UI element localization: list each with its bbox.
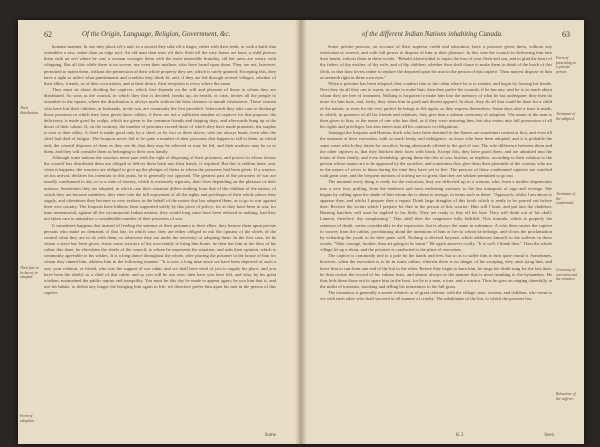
left-catchword: Some	[264, 433, 276, 438]
left-page	[18, 20, 296, 444]
left-running-title: Of the Origin, Language, Religion, Government, &c.	[82, 30, 231, 38]
left-page-header	[18, 30, 296, 40]
left-page-body	[44, 44, 276, 432]
left-page-number: 62	[44, 30, 52, 39]
paragraph: They must sit about dividing the captives, which first depends on the will and pleasure of those to whom they are distributed. So soon as the council, in which they first is decided, breaks up, an herald, or crier, invites all the people to assemble in the square, where the distribution is always made without the least clamour or tumult whatsoever. Those women who have lost their children, or husbands, in the war, are commonly the first provided. Afterwards they take care to discharge those promises in which they have given those collars; if there are not a sufficient number of captives for that purpose, the deficiency is made good by scalps, which are given to the common friends and tripping days, and afterwards hung up at the doors of their cabins. If, on the contrary, the number of prisoners exceed those of which they have made promises, the surplus is sent to their allies. A chief is made good only by a chief, or by two or three slaves, who are always burnt, even after the chief had died of fatigue. The Iroquois never fail to be quite a number of their prisoners that happen to fall to them, in which only the council disposes of them as they see fit; that they may be relieved or may be fed, and their mothers may be so to them, and they will consider them as belonging to their own family.	[44, 87, 276, 154]
paragraph: The captive is commonly tied to a pole by the hands and feet, but so as to suffer him to turn quite round it. Sometimes, however, when the execution is to be in some cabins, whereas there is no danger of his escaping, they omit tying him, and leave him to run from one end of the hut to the other. Before they begin to burn him, he sings his death song for the last time; he then recites the record of his valiant feats, and almost always in the manner that is most insulting to the bystanders. He thus bids them those not to spare him in the least, for he is a man, a true, and a warrior. Thus he goes on singing cheerfully in the midst of torments, mocking and telling his tormentors to the fall grass.	[320, 253, 552, 290]
left-margin-note: Their fate to be burnt, or adopted.	[20, 266, 39, 280]
right-margin-note: Treatment of the condemned.	[556, 192, 576, 206]
right-margin-note: Behaviour of the sufferer.	[556, 392, 576, 401]
right-running-title: of the different Indian Nations inhabiting Canada.	[362, 30, 503, 38]
paragraph: It sometimes happens that instead of feeding the stamina of their prisoners to their allies, they bestow them upon private persons who make no demands of that late, in which case, they are either obliged to ask the opinion of the chiefs of the council what they are to do with them, or otherwise they are under the necessity of adopting them. In the first case, let he whom a slave has been given, feasts some warriors of his own family to bring him home, he then has him in the door of his cabin; this done, he elucidates the chiefs of the council, to whom he represents his situation, and asks their opinion, which is commonly agreeable to his wishes. It is a long dance throughout the whole, after placing the prisoner in the house of him for whom they intend him, address him in the following manner: "It is now a long time since we have been deprived of such a one, your relation, or friend, who was the support of our cabin, and we shall have need of you to supply his place; and you have been the shield, as a chief of that cabin, and so you will be our own: then have you have left, and who, by his great wisdom, maintained the public repose and tranquility. You must be this day be made to appear again; be you him that is, and use his habits, to defeat any longer the bringing him again to life; we therefore prefer him upon his mat in the person of this captive.	[44, 222, 276, 296]
open-book	[18, 20, 584, 444]
right-page-header	[306, 30, 584, 40]
right-catchword: been	[544, 433, 554, 438]
paragraph: When a prisoner has been adopted, they conduct him to the cabin where he is to remain, and begin by loosing his bonds. Next they do all they can to warm, in order to make him; then they prefer his wounds, if he has any; and he is so much about whom they are free of treatment. Nothing is forgotten to make him lose the memory of what he has undergone; they then do more for him bore, and, lastly, they clean him in good and decent apparel. In short, they do all that could be done for a child of the nation, or even for the very prefect he brings to life again, as they express themselves. Some days after a feast is made, in which, in presence of all his friends and relations, they give him a solemn ceremony of adoption. The name of the man is then given to him, or the name of one who has died, as if they were restoring him, but also enters into full possession of all his rights and privileges, but also enters into all his contracts or obligations.	[320, 80, 552, 130]
signature-mark: K 2	[456, 433, 464, 438]
right-page-body	[320, 44, 552, 432]
paragraph: Some private persons, on account of their superior credit and education, have a prisoner given them, without any restriction or reserve, and with full power to dispose of him at their pleasure. In this case the council in delivering him into their hands, exhorts them in these words: "Behold wherewithal to repair the loss of your flesh and son, and to glad the heart of thy father, of thy mother, of thy wife, and of thy children, whether thou shalt chuse to make them to drink of the broth of this flesh, or that thou lovest rather to replace the departed upon his mat in the person of this captive. Thou mayest dispose of him as seemeth right in thine own eyes."	[320, 44, 552, 80]
right-margin-note: Treatment of the adopted.	[556, 112, 576, 121]
right-page-number: 63	[562, 30, 570, 39]
paragraph: Although some nations the warriors never part with the right of disposing of their prisoners, and protect in whose favour the council has distributed them are obliged to deliver them back into their hands, if required. But this is seldom done, and, when it happens, the warriors are obliged to give up the pledges of theirs to whom the prisoners had been given. If a warrior, on his arrival, declares his intention in this point, he is generally not opposed. The greatest part of the prisoners of war are usually condemned to die, or to a state of slavery, which is extremely rigorous, their lives depending on the pleasure of their masters. Sometimes they are adopted, in which case their situation differs nothing from that of the children of the nation, of which they are become members; they enter into the full enjoyment of all the rights and privileges of their whole places they supply, and oftentimes they become so very zealous in the behalf of the nation that has adopted them, as to go to war against their own country. The Iroquois have hitherto been supported solely by this piece of policy; for as they have been in war, for time immemorial, against all the circumjacent Indian nations, they would long since have been reduced to nothing, had they not taken care to naturalize a considerable number of their prisoners of war.	[44, 154, 276, 222]
right-margin-note: Form of presenting to a private person.	[556, 56, 576, 74]
paragraph: humane manner. In one they pluck off a nail; in a second they take off a finger, either with their teeth, or with a knife that resembles a saw, rather than an edge tool. An old man then tears off their flesh till the very bones are bare; a child pierces them with an awl where he can; a woman scourges them with the most insensible brutality, till her arms are weary with whipping. But all this while there is no severe, nor even their mothers, who have heard upon them. They are not, however, permitted to maim them, without the permission of their whole property they are, which is rarely granted. Excepting this, they have a right to inflict what punishments and cruelties they think fit, and, if they are led through several villages, whether of their allies, friends, or of their own nation, and at their desire, their reception is every where the same.	[44, 44, 276, 86]
paragraph: Amongst the Iroquois and Hurons, thick who have been destined to the flames are sometimes treated at first, and even till the moment of their execution, with so much lenity and indulgence, as those who have been adopted; and it is probable the same cases which they fatten for sacrifice, being afterwards offered to the god of war. The sole difference between them and the other captives is, that they blacken their faces with black. Except this, they have good cheer, and are admitted into the feasts of their family, and even friendship, giving them the title of son, brother, or nephew, according to their relation to the person whose manes are to be appeased by the sacrifice; and sometimes they give them their plenitude of the woman, who are in the nature of wives to them during the time they have yet to live. The persons of these condemned captives are watched with great care, and the frequent motions of stirring are so great, that they are seldom permitted to go out.	[320, 130, 552, 179]
right-page	[306, 20, 584, 444]
left-margin-note: Their distribution.	[20, 106, 39, 115]
left-margin-note: Form of adoption.	[20, 414, 35, 423]
paragraph: The moment every thing is ready for the execution, they are delivered up to a woman, who, from a mother degenerates into a very fury, puffing, from the tenderest and most endearing caresses, to the last transports of rage and revenge. She begins by calling upon the shade of him whom the is about to avenge, in terms such as these: "Approach, whilst I am about to appease thee, and whilst I prepare thee a repast; Drink large draughts of this broth which is ready to be poured out before thee: Receive the victim which I prepare for thee in the person of this warrior: Him will I burn, and put into the chaldron: Burning hatchets will soon be applied to his flesh: They are ready to flay off his hair: They will drink out of his skull: Lament, therefore, thy complaining." Thus shall then the vengeance fully fulfilled. This formula, which is properly the sentence of death, varies considerably in the expression, but is always the same in substance. A crier then carries the captive to convey from the cabins, proclaiming aloud the intentions of him or her to whom he belongs, and closes the proclamation by exhorting the youth to do their parts well. Nothing is devised beyond, which addresses himself to the sufferer in these words: "Take courage, brother, thou art going to be burnt." He again answers coolly, "It is well, I thank thee." Then the whole village let up a shout, and the prisoner is conducted to the place of execution.	[320, 179, 552, 253]
paragraph: The tormentor is generally a nearer relative, or of great relation, with the village, men, women, and children, who seem to vie with each other who shall succeed in all manner of cruelty. The inhabitants of the hut, to which the prisoner has	[320, 290, 552, 302]
right-margin-note: Ceremony of execution and the sentence.	[556, 268, 578, 282]
